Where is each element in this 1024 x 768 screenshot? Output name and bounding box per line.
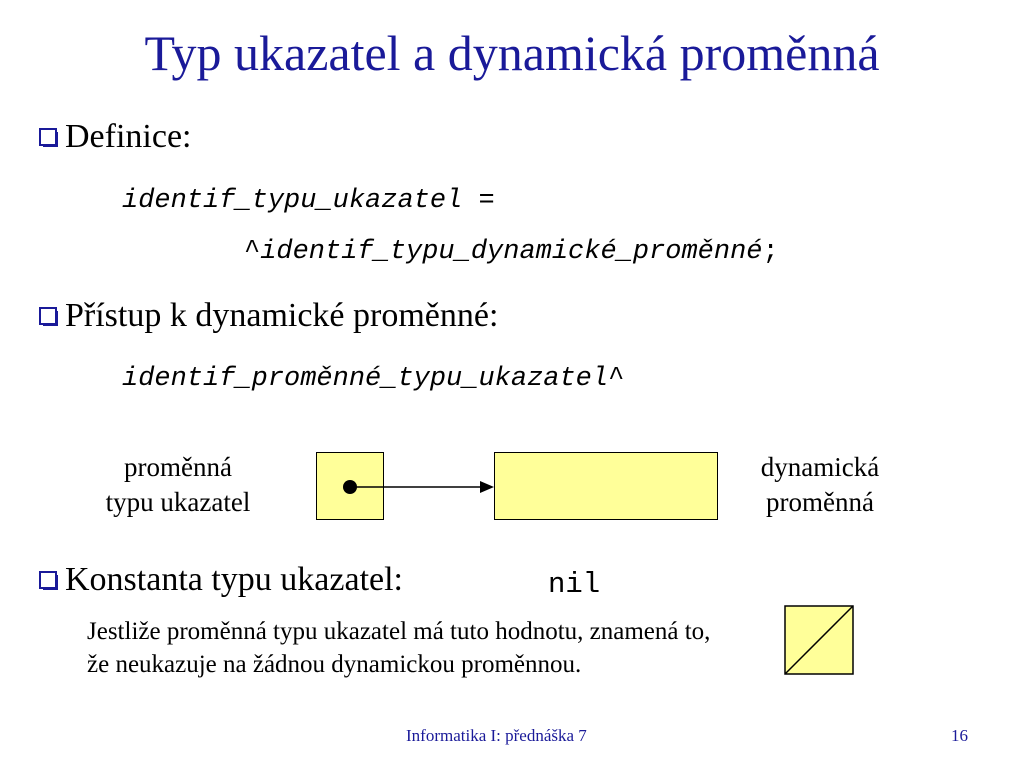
label-dynamic-line2: proměnná bbox=[766, 487, 874, 518]
label-dynamic-variable bbox=[720, 450, 920, 520]
nil-description: Jestliže proměnná typu ukazatel má tuto hodnotu, znamená to, že neukazuje na žádnou dynamickou proměnnou. bbox=[87, 618, 711, 678]
code-definition-ident: identif_typu_dynamické_proměnné bbox=[260, 237, 763, 267]
caret-symbol: ^ bbox=[244, 237, 261, 267]
bullet-pristup-label: Přístup k dynamické proměnné: bbox=[65, 297, 499, 334]
caret-symbol: ^ bbox=[608, 364, 625, 394]
bullet-konstanta bbox=[38, 561, 403, 599]
label-pointer-line1: proměnná bbox=[124, 452, 232, 482]
checkbox-bullet-icon bbox=[38, 570, 59, 591]
bullet-konstanta-label: Konstanta typu ukazatel: bbox=[65, 561, 404, 598]
slide-title: Typ ukazatel a dynamická proměnná bbox=[144, 25, 880, 81]
semicolon-symbol: ; bbox=[762, 237, 779, 267]
code-nil: nil bbox=[548, 568, 601, 601]
arrowhead-icon bbox=[480, 481, 494, 493]
bullet-definice-label: Definice: bbox=[65, 118, 192, 155]
label-dynamic-line1: dynamická bbox=[760, 452, 880, 482]
footer-course: Informatika I: přednáška 7 bbox=[406, 726, 587, 745]
nil-pointer-box bbox=[784, 605, 856, 675]
code-access-ident: identif_proměnné_typu_ukazatel bbox=[122, 364, 609, 394]
code-definition-line1: identif_typu_ukazatel = bbox=[122, 186, 495, 216]
footer-page-number: 16 bbox=[951, 726, 968, 745]
label-pointer-line2: typu ukazatel bbox=[105, 487, 251, 518]
